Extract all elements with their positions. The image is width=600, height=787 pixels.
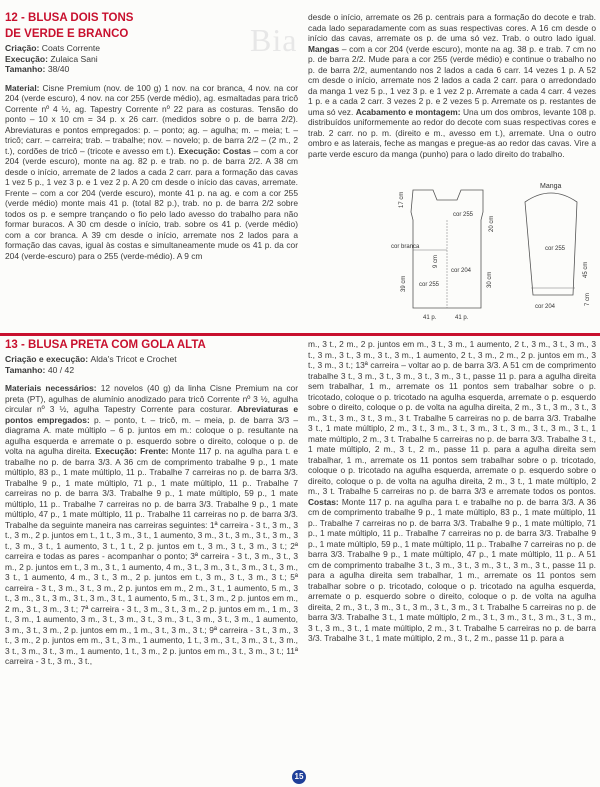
section-12-right-column [308, 12, 596, 162]
label-cor255-body: cor 255 [419, 282, 440, 288]
label-20cm: 20 cm [489, 215, 495, 232]
label-41p-left: 41 p. [423, 315, 437, 321]
section-12-size: Tamanho: 38/40 [5, 64, 70, 74]
section-13-right-text: m., 3 t., 2 m., 2 p. juntos em m., 3 t., 3 m., 1 aumento, 2 t., 3 m., 3 t., 3 m., 3 t., 3 m., 3 t., 3 m., 3 t., 3 m., 1 aumento, 2 t., 3 m., 2 m., 2 p. juntos em m., 3 t., 3 m., 3 t.; 13ª carreira – voltar ao p. de barra 3/3. A 51 cm de comprimento trabalhe 3 t., 3 m., 3 t., 3 m., 3 t., 3 m., 3 t., passe 11 p. para a agulha direita sem trabalhar, 1 m., arremate os 11 pontos sem trabalhar sobre o p. tricotado, coloque o p. tricotado na agulha esquerda, arremate o p. esquerdo sobre o direito, coloque o p. de volta na agulha direita, 2 m., 3 t., 3 m., 3 t., 3 m., 3 t., 3 m., 3 t., 3 m., 3 t. Trabalhe 5 carreiras no p. de barra 3/3. Trabalhe 3 t., 1 mate múltiplo, 2 m., 3 t., 3 m., 3 t., 3 m., 3 t., 3 m., 3 t., 3 m., 3 t., 1 mate múltiplo, 2 m., 3 t. Trabalhe 5 carreiras no p. de barra 3/3. Trabalhe 3 t., 1 mate múltiplo, 2 m., 3 t., 2 m., passe 11 p. para a agulha direita sem trabalhar, 1 m., arremate os 11 pontos sem trabalhar sobre o p. tricotado, coloque o p. tricotado na agulha esquerda, arremate o p. esquerdo sobre o direito, coloque o p. de volta na agulha direita, 2 m., 3 t., 1 mate múltiplo, 2 m., 3 t. Trabalhe 5 carreiras no p. de barra 3/3 e arremate todos os pontos. Costas: Monte 117 p. na agulha para t. e trabalhe no p. de barra 3/3. A 36 cm de comprimento trabalhe 9 p., 1 mate múltiplo, 83 p., 1 mate múltiplo, 11 p.. Trabalhe 7 carreiras no p. de barra 3/3. Trabalhe 9 p., 1 mate múltiplo, 71 p., 1 mate múltiplo, 11 p.. Trabalhe 7 carreiras no p. de barra 3/3. Trabalhe 9 p., 1 mate múltiplo, 59 p., 1 mate múltiplo, 11 p.. Trabalhe 7 carreiras no p. de barra 3/3. Trabalhe 9 p., 1 mate múltiplo, 47 p., 1 mate múltiplo, 11 p.. A 51 cm de comprimento trabalhe 3 t., 3 m., 3 t., 3 m., 3 t., 3 m., 3 t., passe 11 p. para a agulha direita sem trabalhar, 1 m., arremate os 11 pontos sem trabalhar sobre o p. tricotado, coloque o p. tricotado na agulha esquerda, arremate o p. esquerdo sobre o direito, coloque o p. de volta na agulha direita, 2 m., 3 t., 3 m., 3 t., 3 m., 3 t., 3 m., 3 t. Trabalhe 5 carreiras no p. de barra 3/3. Trabalhe 3 t., 1 mate múltiplo, 2 m., 3 t., 3 m., 3 t., 3 m., 3 t., 3 m., 3 t., 3 m., 3 t., 1 mate múltiplo, 2 m., 3 t. Trabalhe 5 carreiras no p. de barra 3/3. Trabalhe 3 t., 1 mate múltiplo, 2 m., 3 t., 2 m., passe 11 p. para a [308, 339, 596, 643]
section-divider [0, 333, 600, 336]
label-7cm: 7 cm [585, 292, 591, 306]
section-12-title-line2: DE VERDE E BRANCO [5, 28, 129, 40]
label-41p-right: 41 p. [455, 315, 469, 321]
section-13-creation: Criação e execução: Alda's Tricot e Crochet [5, 354, 177, 364]
label-30cm: 30 cm [487, 271, 493, 288]
section-12-title-line1: 12 - BLUSA DOIS TONS [5, 12, 134, 24]
section-13-materials: Materiais necessários: 12 novelos (40 g) da linha Cisne Premium na cor preta (PT), agulhas de alumínio anodizado para tricô Corrente nº 3 ½, agulha circular nº 3 ½, agulha Tapestry Corrente para costurar. Abreviaturas e pontos empregados: p. – ponto, t. – tricô, m. – meia, p. de barra 3/3 – diagrama A. mate múltiplo – 6 p. juntos em m.: coloque o p. resultante na agulha esquerda e arremate o p. esquerdo sobre o direito, coloque o p. de volta na agulha direita. Execução: Frente: Monte 117 p. na agulha para t. e trabalhe no p. de barra 3/3. A 36 cm de comprimento trabalhe 9 p., 1 mate múltiplo, 83 p., 1 mate múltiplo, 11 p.. Trabalhe 7 carreiras no p. de barra 3/3. Trabalhe 9 p., 1 mate múltiplo, 71 p., 1 mate múltiplo, 11 p.. Trabalhe 7 carreiras no p. de barra 3/3. Trabalhe 9 p., 1 mate múltiplo, 59 p., 1 mate múltiplo, 11 p.. Trabalhe 7 carreiras no p. de barra 3/3. Trabalhe 9 p., 1 mate múltiplo, 47 p., 1 mate múltiplo, 11 p.. Trabalhe 11 carreiras no p. de barra 3/3. Trabalhe da seguinte maneira nas carreiras seguintes: 1ª carreira - 3 t., 3 m., 3 t., 3 m., 2 p. juntos em t., 1 t., 3 m., 3 t., 1 aumento, 3 m., 3 t., 3 m., 3 t., 3 m., 3 t., 3 m., 3 t., 1 aumento, 3 t., 1 t., 2 p. juntos em t., 3 m., 3 t., 3 m., 3 t.; 2ª carreira e todas as pares - acompanhar o ponto; 3ª carreira - 3 t., 3 m., 3 t., 3 m., 2 p. juntos em t., 3 m., 3 t., 1 aumento, 4 m., 3 t., 3 m., 3 t., 3 m., 3 t., 3 m., 3 t., 1 aumento, 4 m., 3 t., 3 m., 2 p. juntos em t., 3 m., 3 t., 3 m., 3 t.; 5ª carreira - 3 t., 3 m., 3 t., 3 m., 2 p. juntos em m., 2 m., 3 t., 1 aumento, 5 m., 3 t., 3 m., 3 t., 3 m., 3 t., 3 m., 3 t., 1 aumento, 5 m., 3 t., 3 m., 2 p. juntos em m., 2 m., 3 t., 3 m., 3 t.; 7ª carreira - 3 t., 3 m., 3 t., 3 m., 2 p. juntos em m., 1 m., 3 t., 3 m., 1 aumento, 3 m., 3 t., 3 m., 3 t., 3 m., 3 t., 3 m., 3 t., 3 m., 1 aumento, 3 m., 3 t., 3 m., 2 p. juntos em m., 1 m., 3 t., 3 m., 3 t.; 9ª carreira - 3 t., 3 m., 3 t., 3 m., 2 p. juntos em m., 3 t., 3 m., 1 aumento, 1 t., 3 m., 3 t., 3 m., 3 t., 3 m., 3 t., 3 m., 3 t., 3 m., 1 aumento, 1 t., 3 m., 2 p. juntos em m., 3 t., 3 m., 3 t.; 11ª carreira - 3 t., 3 m., 3 t., [5, 383, 299, 666]
label-cor204-sleeve: cor 204 [535, 304, 556, 310]
section-12-execution: Execução: Zulaica Sani [5, 53, 98, 64]
section-13-right-column [308, 339, 596, 647]
section-12-right-text: desde o início, arremate os 26 p. centrais para a formação do decote e trab. cada lado separadamente com as suas respectivas cores. A 16 cm desde o início das cavas, arremate os p. de uma só vez. Trab. o outro lado igual. Mangas – com a cor 204 (verde escuro), monte na ag. 38 p. e trab. 7 cm no p. de barra 2/2. Mude para a cor 255 (verde médio) e continue o trabalho no p. de barra 2/2, aumentando nos 2 lados a cada 6 carr. 14 vezes 1 p. A 52 cm desde o início, arremate nos 2 lados a cada 2 carr. para o arredondado da manga 1 vez 5 p., 1 vez 3 p. e 1 vez 2 p. Arremate a cada 4 carr. 4 vezes 1 p. e a cada 2 carr. 3 vezes 2 p. e 2 vezes 5 p. Arremate os p. restantes de uma só vez. Acabamento e montagem: Una um dos ombros, levante 108 p. distribuídos uniformemente ao redor do decote com suas respectivas cores e trab. 2 carr. no p. m. (direito e m., avesso em t.), arremate. Una o outro ombro e as laterais, feche as mangas e pregue-as ao redor das cavas. Vire a parte verde escuro da manga (punho) para o lado direito do trabalho. [308, 12, 597, 159]
section-12-materials: Material: Cisne Premium (nov. de 100 g) 1 nov. na cor branca, 4 nov. na cor 204 (verde escuro), 4 nov. na cor 255 (verde médio), ag. esmaltadas para tricô Corrente nº 4 ½, ag. Tapestry Corrente nº 22 para as costuras. Tensão do ponto – 10 x 10 cm = 34 p. x 26 carr. (medidos sobre o p. de barra 2/2). Abreviaturas e pontos empregados: p. – ponto; ag. – agulha; m. – meia; t. – tricô; carr. – carreira; trab. – trabalhe; nov. – novelo; p. de barra 2/2 – (2 m., 2 t.), cordões de tricô – (tricote e avesso em t.). Execução: Costas – com a cor 204 (verde escuro), monte na ag. 82 p. e trab. no p. de barra 2/2. A 38 cm desde o início, arremate de 2 lados a cada 2 carr. para a formação das cavas 1 vez 5 p., 1 vez 3 p. e 1 vez 2 p. A 20 cm desde o início das cavas, arremate. Frente – com a cor 204 (verde escuro), monte 41 p. na ag. e com a cor 255 (verde médio) monte mais 41 p. (total 82 p.), trab. no p. de barra 2/2 sobre todos os p. e sempre trançando o fio pelo lado avesso do trabalho para não formar buracos. A 30 cm desde o início, trab. sobre os 41 p. (verde médio) com a cor branca. A 39 cm desde o início, arremate nos 2 lados para a formação das cavas, igual às costas e simultaneamente mude os 41 p. da cor 204 (verde-escuro) para o 255 (verde-médio). A 9 cm [5, 82, 299, 261]
label-cor255-top: cor 255 [453, 212, 474, 218]
schematic-diagram [385, 180, 597, 328]
label-9cm: 9 cm [433, 254, 439, 268]
label-39cm: 39 cm [401, 275, 407, 292]
section-12-left-column [5, 12, 298, 264]
section-13-size: Tamanho: 40 / 42 [5, 364, 75, 375]
sleeve-outline [525, 193, 577, 295]
watermark: Bia [250, 22, 298, 58]
section-13-left-column [5, 339, 298, 670]
section-13-title: 13 - BLUSA PRETA COM GOLA ALTA [5, 339, 206, 351]
label-manga: Manga [540, 183, 562, 190]
label-cor-branca: cor branca [391, 244, 420, 250]
label-17cm: 17 cm [399, 191, 405, 208]
label-cor255-sleeve: cor 255 [545, 246, 566, 252]
section-12-creation: Criação: Coats Corrente [5, 43, 101, 53]
page-number-badge: 15 [292, 770, 306, 784]
label-cor204-body: cor 204 [451, 268, 472, 274]
label-45cm: 45 cm [583, 261, 589, 278]
